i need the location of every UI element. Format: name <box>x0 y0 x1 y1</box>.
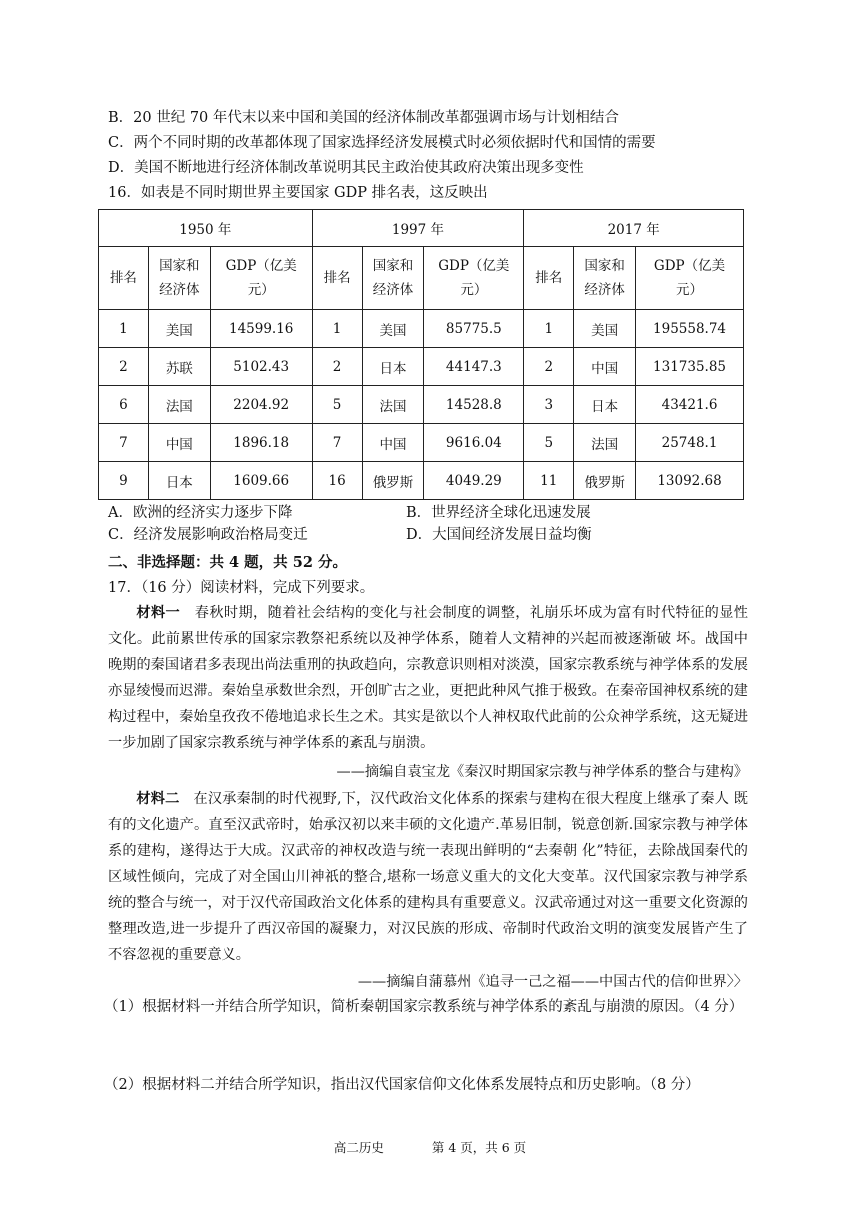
rank-cell: 7 <box>312 424 362 462</box>
gdp-cell: 25748.1 <box>636 424 744 462</box>
rank-cell: 1 <box>99 310 149 348</box>
column-header: GDP（亿美 元） <box>636 247 744 310</box>
material-1-text: 春秋时期，随着社会结构的变化与社会制度的调整，礼崩乐坏成为富有时代特征的显性 文化。此前累世传承的国家宗教祭祀系统以及神学体系，随着人文精神的兴起而被逐渐破 坏。战国中晚期的秦国诸君多表现出尚法重刑的执政趋向，宗教意识则相对淡漠，国家宗教系统与神学体系的发展亦显绫慢而迟滞。秦始皇承数世余烈，开创旷古之业，更把此种风气推于极致。在秦帝国神权系统的建构过程中，秦始皇孜孜不倦地追求长生之术。其实是欲以个人神权取代此前的公众神学系统，这无疑进一步加剧了国家宗教系统与神学体系的紊乱与崩溃。 <box>108 605 748 751</box>
gdp-cell: 44147.3 <box>424 348 524 386</box>
column-header: 国家和 经济体 <box>148 247 210 310</box>
table-row <box>99 386 744 424</box>
column-header: 排名 <box>524 247 574 310</box>
q16-option-b: B．世界经济全球化迅速发展 <box>406 505 591 521</box>
country-cell: 俄罗斯 <box>362 462 424 500</box>
gdp-cell: 85775.5 <box>424 310 524 348</box>
column-header: GDP（亿美 元） <box>424 247 524 310</box>
country-cell: 中国 <box>148 424 210 462</box>
country-cell: 俄罗斯 <box>574 462 636 500</box>
material-1-source: ——摘编自袁宝龙《秦汉时期国家宗教与神学体系的整合与建构》 <box>336 764 748 780</box>
q15-option-c: C．两个不同时期的改革都体现了国家选择经济发展模式时必须依据时代和国情的需要 <box>108 135 656 151</box>
rank-cell: 6 <box>99 386 149 424</box>
table-row <box>99 348 744 386</box>
gdp-cell: 14528.8 <box>424 386 524 424</box>
rank-cell: 16 <box>312 462 362 500</box>
country-cell: 日本 <box>148 462 210 500</box>
rank-cell: 2 <box>99 348 149 386</box>
column-header: 国家和 经济体 <box>574 247 636 310</box>
year-header-1950: 1950 年 <box>99 210 313 247</box>
gdp-ranking-table <box>98 209 744 500</box>
footer-page-number: 第 4 页，共 6 页 <box>431 1140 527 1155</box>
q16-option-a: A．欧洲的经济实力逐步下降 <box>108 505 293 521</box>
material-1 <box>108 600 748 756</box>
country-cell: 法国 <box>362 386 424 424</box>
gdp-cell: 5102.43 <box>210 348 312 386</box>
rank-cell: 2 <box>524 348 574 386</box>
country-cell: 中国 <box>362 424 424 462</box>
gdp-cell: 13092.68 <box>636 462 744 500</box>
q15-option-b: B．20 世纪 70 年代末以来中国和美国的经济体制改革都强调市场与计划相结合 <box>108 110 619 126</box>
material-2-label: 材料二 <box>136 791 180 807</box>
q16-options <box>108 502 748 546</box>
country-cell: 中国 <box>574 348 636 386</box>
country-cell: 美国 <box>362 310 424 348</box>
gdp-cell: 4049.29 <box>424 462 524 500</box>
rank-cell: 5 <box>524 424 574 462</box>
q17-stem: 17．（16 分）阅读材料，完成下列要求。 <box>108 580 375 596</box>
rank-cell: 3 <box>524 386 574 424</box>
country-cell: 日本 <box>362 348 424 386</box>
page-footer <box>0 1138 860 1156</box>
table-row <box>99 424 744 462</box>
rank-cell: 11 <box>524 462 574 500</box>
q17-subquestion-1: （1）根据材料一并结合所学知识，简析秦朝国家宗教系统与神学体系的紊乱与崩溃的原因。（4 分） <box>104 999 744 1015</box>
rank-cell: 1 <box>524 310 574 348</box>
year-header-1997: 1997 年 <box>312 210 524 247</box>
country-cell: 日本 <box>574 386 636 424</box>
column-header: 国家和 经济体 <box>362 247 424 310</box>
country-cell: 美国 <box>574 310 636 348</box>
footer-subject: 高二历史 <box>333 1140 384 1155</box>
rank-cell: 5 <box>312 386 362 424</box>
rank-cell: 2 <box>312 348 362 386</box>
country-cell: 苏联 <box>148 348 210 386</box>
rank-cell: 9 <box>99 462 149 500</box>
q16-option-d: D．大国间经济发展日益均衡 <box>406 527 592 543</box>
q15-option-d: D．美国不断地进行经济体制改革说明其民主政治使其政府决策出现多变性 <box>108 160 584 176</box>
country-cell: 法国 <box>148 386 210 424</box>
year-header-2017: 2017 年 <box>524 210 744 247</box>
gdp-cell: 2204.92 <box>210 386 312 424</box>
material-2-source: ——摘编自蒲慕州《追寻一己之福——中国古代的信仰世界〉〉 <box>357 974 748 990</box>
gdp-cell: 1896.18 <box>210 424 312 462</box>
table-row <box>99 462 744 500</box>
gdp-cell: 14599.16 <box>210 310 312 348</box>
q16-stem: 16．如表是不同时期世界主要国家 GDP 排名表，这反映出 <box>108 185 488 201</box>
material-1-label: 材料一 <box>136 605 181 621</box>
country-cell: 美国 <box>148 310 210 348</box>
column-header: 排名 <box>99 247 149 310</box>
gdp-cell: 131735.85 <box>636 348 744 386</box>
table-row <box>99 310 744 348</box>
rank-cell: 1 <box>312 310 362 348</box>
material-2-text: 在汉承秦制的时代视野,下，汉代政治文化体系的探索与建构在很大程度上继承了秦人 既有的文化遗产。直至汉武帝时，始承汉初以来丰硕的文化遗产.革易旧制，锐意创新.国家宗教与神学体系的建构，遂得达于大成。汉武帝的神权改造与统一表现出鲜明的“去秦朝 化”特征，去除战国秦代的区域性倾向，完成了对全国山川神祇的整合,堪称一场意义重大的文化大变革。汉代国家宗教与神学系统的整合与统一，对于汉代帝国政治文化体系的建构具有重要意义。汉武帝通过对这一重要文化资源的整理改造,进一步提升了西汉帝国的凝聚力，对汉民族的形成、帝制时代政治文明的演变发展皆产生了不容忽视的重要意义。 <box>108 791 748 963</box>
gdp-cell: 1609.66 <box>210 462 312 500</box>
country-cell: 法国 <box>574 424 636 462</box>
gdp-cell: 195558.74 <box>636 310 744 348</box>
gdp-cell: 9616.04 <box>424 424 524 462</box>
column-header: GDP（亿美 元） <box>210 247 312 310</box>
gdp-cell: 43421.6 <box>636 386 744 424</box>
section-2-title: 二、非选择题：共 4 题，共 52 分。 <box>108 554 347 571</box>
q16-option-c: C．经济发展影响政治格局变迁 <box>108 527 308 543</box>
rank-cell: 7 <box>99 424 149 462</box>
column-header: 排名 <box>312 247 362 310</box>
q17-subquestion-2: （2）根据材料二并结合所学知识，指出汉代国家信仰文化体系发展特点和历史影响。（8 分） <box>104 1077 700 1093</box>
material-2 <box>108 786 748 968</box>
